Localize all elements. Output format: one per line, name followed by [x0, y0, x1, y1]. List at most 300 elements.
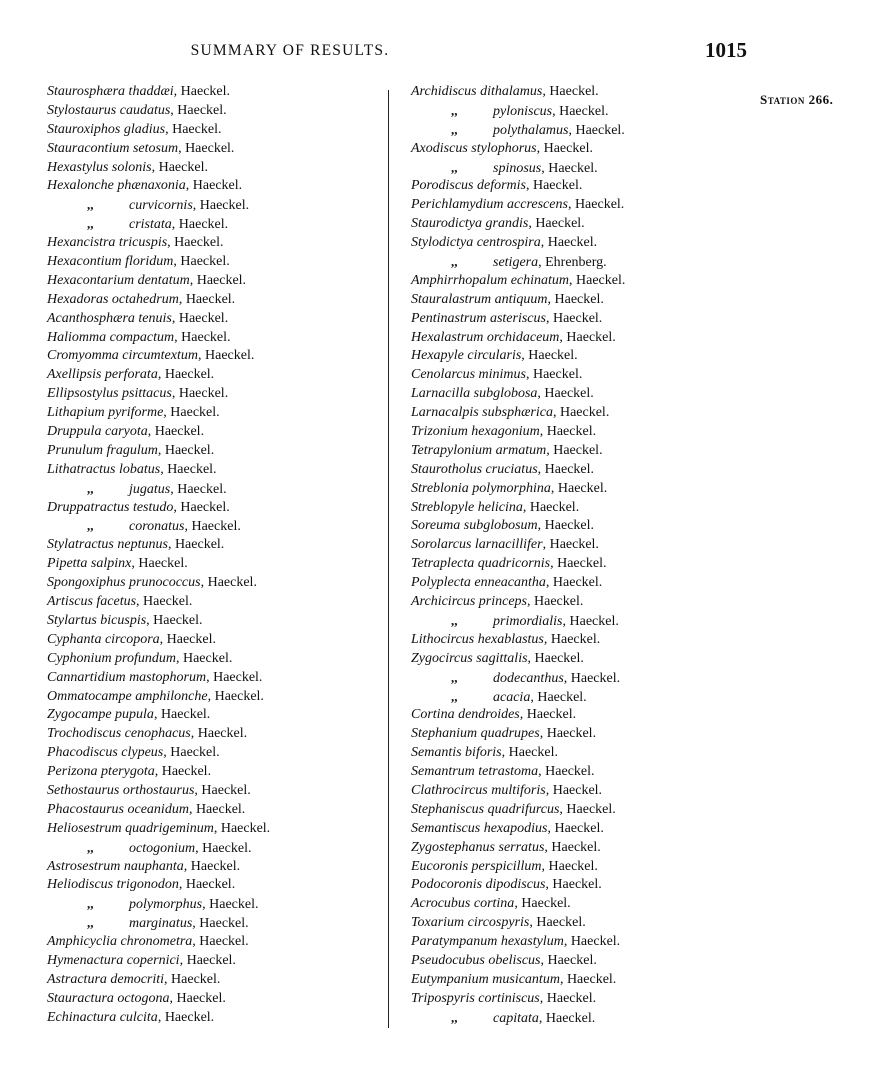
species-name: polythalamus [493, 122, 569, 138]
species-name: Cyphonium profundum [47, 650, 176, 666]
species-name: Staurosphæra thaddæi [47, 84, 174, 99]
species-author: , Haeckel. [541, 858, 598, 874]
species-author: , Haeckel. [536, 140, 593, 156]
species-entry [47, 83, 382, 102]
species-entry [47, 234, 382, 253]
species-author: , Haeckel. [552, 103, 609, 119]
species-name: dodecanthus [493, 670, 564, 686]
species-name: Phacostaurus oceanidum [47, 801, 189, 817]
species-name: Semantis biforis [411, 745, 502, 761]
species-entry [47, 347, 382, 366]
species-name: polymorphus [129, 897, 203, 913]
species-entry [411, 858, 741, 877]
species-name: Lithapium pyriforme [47, 405, 164, 421]
species-entry [411, 933, 741, 952]
species-name: pyloniscus [493, 103, 553, 119]
species-author: , Haeckel. [543, 631, 601, 647]
ditto-mark: ,, [451, 102, 458, 118]
species-entry [47, 876, 382, 895]
species-author: , Haeckel. [547, 291, 604, 307]
species-name: Perichlamydium accrescens [411, 197, 568, 213]
species-author: , Haeckel. [185, 178, 243, 194]
species-entry [411, 234, 741, 253]
species-author: , Haeckel. [539, 726, 597, 742]
species-entry [47, 688, 382, 707]
species-entry [47, 763, 382, 782]
species-author: , Haeckel. [136, 594, 193, 610]
species-entry [47, 499, 382, 518]
species-entry [47, 480, 382, 499]
species-entry [411, 310, 741, 329]
species-name: Druppatractus testudo [47, 499, 174, 515]
species-author: , Haeckel. [550, 556, 607, 572]
species-author: , Haeckel. [175, 650, 233, 666]
species-author: , Haeckel. [545, 310, 603, 326]
species-entry [411, 1009, 741, 1028]
species-author: , Haeckel. [542, 84, 599, 99]
column-divider [388, 90, 389, 1028]
species-author: , Haeckel. [537, 461, 595, 477]
species-entry [47, 895, 382, 914]
species-author: , Haeckel. [178, 291, 236, 307]
species-author: , Haeckel. [567, 197, 625, 213]
species-name: Staurodictya grandis [411, 216, 529, 232]
species-author: , Haeckel. [178, 140, 235, 156]
species-author: , Haeckel. [198, 348, 255, 364]
species-entry [411, 706, 741, 725]
species-author: , Haeckel. [545, 782, 603, 798]
species-name: Clathrocircus multiforis [411, 782, 546, 798]
species-name: Ommatocampe amphilonche [47, 688, 208, 704]
species-name: Phacodiscus clypeus [47, 745, 164, 761]
species-name: Cromyomma circumtextum [47, 348, 198, 364]
species-entry [47, 140, 382, 159]
species-author: , Haeckel. [213, 820, 271, 836]
species-author: , Haeckel. [521, 348, 578, 364]
species-name: Soreuma subglobosum [411, 518, 538, 534]
species-entry [47, 555, 382, 574]
species-author: , Haeckel. [167, 235, 224, 251]
species-name: Stauracontium setosum [47, 140, 179, 156]
species-entry [411, 404, 741, 423]
species-author: , Haeckel. [527, 650, 584, 666]
species-author: , Haeckel. [184, 519, 241, 535]
ditto-mark: ,, [451, 1009, 458, 1025]
species-entry [47, 423, 382, 442]
species-name: Stylatractus neptunus [47, 537, 168, 553]
species-author: , Haeckel. [131, 556, 188, 572]
species-entry [411, 820, 741, 839]
species-name: Archidiscus dithalamus [411, 84, 543, 99]
species-entry [411, 895, 741, 914]
species-author: , Haeckel. [188, 801, 246, 817]
species-entry [47, 669, 382, 688]
species-entry [47, 461, 382, 480]
species-name: Hexapyle circularis [411, 348, 522, 364]
species-author: , Haeckel. [147, 424, 205, 440]
species-author: , Haeckel. [559, 329, 616, 345]
species-author: , Haeckel. [192, 198, 250, 214]
species-author: , Haeckel. [538, 1010, 596, 1026]
species-entry [47, 858, 382, 877]
species-entry [47, 159, 382, 178]
species-name: Stauroxiphos gladius [47, 121, 166, 137]
species-name: Zygocircus sagittalis [411, 650, 528, 666]
ditto-mark: ,, [451, 121, 458, 137]
species-name: curvicornis [129, 198, 193, 214]
ditto-mark: ,, [451, 669, 458, 685]
species-name: Trochodiscus cenophacus [47, 726, 191, 742]
species-name: Cortina dendroides [411, 707, 520, 723]
species-entry [47, 196, 382, 215]
species-author: , Haeckel. [171, 310, 229, 326]
species-name: Porodiscus deformis [411, 178, 526, 194]
species-author: , Haeckel. [530, 689, 587, 705]
ditto-mark: ,, [87, 480, 94, 496]
species-name: Hexancistra tricuspis [47, 235, 168, 251]
species-author: , Haeckel. [514, 896, 571, 912]
species-entry [47, 820, 382, 839]
species-entry [411, 725, 741, 744]
species-name: Hexalonche phænaxonia [47, 178, 186, 194]
species-author: , Haeckel. [540, 235, 598, 251]
species-author: , Haeckel. [163, 745, 220, 761]
species-name: Pipetta salpinx [47, 556, 132, 572]
species-entry [411, 177, 741, 196]
species-name: Pentinastrum asteriscus [411, 310, 546, 326]
species-entry [411, 914, 741, 933]
species-author: , Haeckel. [160, 461, 217, 477]
species-entry [47, 612, 382, 631]
species-name: Cenolarcus minimus [411, 367, 526, 383]
species-entry [411, 121, 741, 140]
species-entry [47, 631, 382, 650]
species-author: , Haeckel. [183, 858, 241, 874]
species-author: , Haeckel. [173, 499, 230, 515]
ditto-mark: ,, [87, 839, 94, 855]
ditto-mark: ,, [87, 197, 94, 213]
species-author: , Haeckel. [202, 897, 259, 913]
species-entry [411, 744, 741, 763]
species-entry [411, 876, 741, 895]
page-number: 1015 [705, 38, 747, 62]
species-name: Hexalastrum orchidaceum [411, 329, 560, 345]
species-author: , Haeckel. [527, 594, 584, 610]
species-author: , Haeckel. [540, 952, 597, 968]
species-author: , Haeckel. [559, 971, 617, 987]
species-author: , Haeckel. [547, 820, 604, 836]
species-author: , Haeckel. [169, 990, 226, 1006]
species-entry [411, 593, 741, 612]
species-entry [47, 253, 382, 272]
species-name: Tetrapylonium armatum [411, 442, 547, 458]
species-author: , Haeckel. [538, 764, 595, 780]
species-name: Zygocampe pupula [47, 707, 154, 723]
species-name: Lithocircus hexablastus [411, 631, 544, 647]
species-author: , Haeckel. [545, 575, 603, 591]
species-name: Stylodictya centrospira [411, 235, 541, 251]
species-author: , Haeckel. [157, 1009, 215, 1025]
ditto-mark: ,, [87, 896, 94, 912]
species-entry [47, 782, 382, 801]
species-author: , Haeckel. [544, 839, 601, 855]
species-name: Stylartus bicuspis [47, 612, 147, 628]
species-name: capitata [493, 1010, 539, 1026]
species-entry [411, 366, 741, 385]
species-name: Prunulum fragulum [47, 442, 158, 458]
species-author: , Haeckel. [563, 670, 621, 686]
species-entry [411, 102, 741, 121]
species-name: spinosus [493, 160, 542, 176]
species-entry [411, 253, 741, 272]
species-entry [411, 329, 741, 348]
species-entry [411, 669, 741, 688]
species-entry [47, 310, 382, 329]
species-name: Tetraplecta quadricornis [411, 556, 551, 572]
species-entry [411, 971, 741, 990]
ditto-mark: ,, [87, 518, 94, 534]
species-author: , Haeckel. [569, 272, 626, 288]
species-name: Lithatractus lobatus [47, 461, 161, 477]
species-entry [411, 650, 741, 669]
ditto-mark: ,, [87, 216, 94, 232]
species-entry [47, 839, 382, 858]
species-name: Eucoronis perspicillum [411, 858, 542, 874]
species-name: Amphirrhopalum echinatum [411, 272, 570, 288]
species-name: primordialis [493, 613, 563, 629]
species-author: , Haeckel. [200, 575, 257, 591]
species-author: , Haeckel. [192, 934, 249, 950]
species-author: , Haeckel. [519, 707, 577, 723]
species-author: , Haeckel. [173, 84, 231, 99]
species-name: Hymenactura copernici [47, 952, 180, 968]
species-entry [47, 215, 382, 234]
species-author: , Haeckel. [559, 801, 616, 817]
species-author: , Haeckel. [550, 480, 608, 496]
species-name: Ellipsostylus psittacus [47, 386, 172, 402]
species-author: , Haeckel. [541, 160, 598, 176]
species-name: Stephanium quadrupes [411, 726, 540, 742]
species-name: Semantiscus hexapodius [411, 820, 548, 836]
page-title: SUMMARY OF RESULTS. [190, 42, 390, 59]
species-name: acacia [493, 689, 531, 705]
species-name: octogonium [129, 840, 196, 856]
species-name: Cyphanta circopora [47, 631, 160, 647]
species-name: Cannartidium mastophorum [47, 669, 207, 685]
species-author: , Haeckel. [562, 613, 619, 629]
species-name: Sethostaurus orthostaurus [47, 782, 195, 798]
species-entry [47, 329, 382, 348]
species-name: Axodiscus stylophorus [411, 140, 537, 156]
right-species-column [411, 83, 741, 1028]
species-author: , Haeckel. [174, 329, 231, 345]
species-name: Streblopyle helicina [411, 499, 523, 515]
species-entry [411, 517, 741, 536]
species-name: Toxarium circospyris [411, 915, 530, 931]
species-author: , Haeckel. [151, 159, 208, 175]
species-name: Astractura democriti [47, 971, 165, 987]
species-entry [47, 385, 382, 404]
species-name: Podocoronis dipodiscus [411, 877, 546, 893]
species-entry [411, 291, 741, 310]
species-entry [411, 763, 741, 782]
species-entry [411, 839, 741, 858]
species-name: Sorolarcus larnacillifer [411, 537, 543, 553]
species-author: , Haeckel. [189, 272, 247, 288]
species-author: , Haeckel. [159, 631, 216, 647]
species-entry [47, 650, 382, 669]
species-author: , Haeckel. [542, 537, 599, 553]
species-entry [47, 536, 382, 555]
species-name: Tripospyris cortiniscus [411, 990, 540, 1006]
species-author: , Haeckel. [163, 405, 220, 421]
species-author: , Haeckel. [525, 178, 583, 194]
ditto-mark: ,, [451, 612, 458, 628]
species-entry [411, 461, 741, 480]
species-author: , Haeckel. [178, 877, 236, 893]
species-entry [47, 517, 382, 536]
species-name: Acanthosphæra tenuis [47, 310, 172, 326]
species-entry [47, 933, 382, 952]
species-entry [47, 574, 382, 593]
species-entry [411, 442, 741, 461]
species-name: coronatus [129, 519, 185, 535]
species-name: Polyplecta enneacantha [411, 575, 546, 591]
species-author: , Haeckel. [195, 840, 252, 856]
species-author: , Haeckel. [537, 386, 594, 402]
species-entry [47, 1009, 382, 1028]
species-entry [411, 215, 741, 234]
ditto-mark: ,, [451, 688, 458, 704]
species-name: Haliomma compactum [47, 329, 175, 345]
species-entry [411, 347, 741, 366]
species-entry [47, 914, 382, 933]
species-name: Streblonia polymorphina [411, 480, 551, 496]
species-name: Stephaniscus quadrifurcus [411, 801, 560, 817]
species-author: , Haeckel. [529, 915, 586, 931]
species-author: , Haeckel. [545, 877, 602, 893]
species-name: Stauractura octogona [47, 990, 170, 1006]
species-entry [411, 385, 741, 404]
species-author: , Haeckel. [190, 726, 248, 742]
species-name: Larnacilla subglobosa [411, 386, 538, 402]
species-entry [411, 801, 741, 820]
species-name: marginatus [129, 916, 193, 932]
species-entry [47, 121, 382, 140]
species-name: Stylostaurus caudatus [47, 102, 171, 118]
species-name: Pseudocubus obeliscus [411, 952, 541, 968]
species-author: , Haeckel. [171, 386, 229, 402]
species-author: , Haeckel. [153, 707, 211, 723]
species-entry [47, 291, 382, 310]
species-entry [411, 688, 741, 707]
species-entry [47, 366, 382, 385]
species-entry [411, 83, 741, 102]
species-author: , Haeckel. [552, 405, 610, 421]
species-name: Spongoxiphus prunococcus [47, 575, 201, 591]
species-name: setigera [493, 255, 539, 271]
species-entry [411, 782, 741, 801]
species-name: Acrocubus cortina [411, 896, 515, 912]
species-name: Hexastylus solonis [47, 159, 152, 175]
species-name: jugatus [129, 481, 171, 497]
species-author: , Haeckel. [563, 934, 621, 950]
species-name: Hexacontium floridum [47, 254, 174, 270]
species-author: , Haeckel. [179, 952, 236, 968]
species-name: Stauralastrum antiquum [411, 291, 548, 307]
species-name: Semantrum tetrastoma [411, 764, 539, 780]
species-name: Staurotholus cruciatus [411, 461, 538, 477]
species-entry [411, 990, 741, 1009]
species-author: , Haeckel. [539, 990, 597, 1006]
species-author: , Haeckel. [146, 612, 203, 628]
ditto-mark: ,, [87, 915, 94, 931]
species-entry [411, 159, 741, 178]
species-entry [47, 177, 382, 196]
species-author: , Haeckel. [525, 367, 583, 383]
species-entry [411, 480, 741, 499]
species-name: Artiscus facetus [47, 594, 137, 610]
species-name: cristata [129, 217, 172, 233]
species-entry [411, 272, 741, 291]
species-name: Zygostephanus serratus [411, 839, 545, 855]
species-entry [411, 423, 741, 442]
species-entry [47, 404, 382, 423]
species-entry [47, 593, 382, 612]
species-entry [47, 725, 382, 744]
station-label: Station 266. [760, 92, 834, 107]
species-author: , Haeckel. [207, 688, 264, 704]
species-author: , Haeckel. [157, 367, 215, 383]
species-author: , Haeckel. [165, 121, 222, 137]
species-name: Trizonium hexagonium [411, 424, 540, 440]
species-author: , Haeckel. [164, 971, 221, 987]
species-entry [47, 971, 382, 990]
species-author: , Haeckel. [546, 442, 603, 458]
species-entry [411, 952, 741, 971]
species-entry [47, 272, 382, 291]
species-name: Hexacontarium dentatum [47, 272, 190, 288]
species-name: Echinactura culcita [47, 1009, 158, 1025]
species-name: Druppula caryota [47, 424, 148, 440]
species-entry [47, 706, 382, 725]
species-author: , Haeckel. [157, 442, 215, 458]
species-name: Amphicyclia chronometra [47, 934, 193, 950]
species-name: Astrosestrum nauphanta [47, 858, 184, 874]
species-author: , Haeckel. [206, 669, 263, 685]
species-entry [47, 952, 382, 971]
species-entry [411, 612, 741, 631]
species-name: Hexadoras octahedrum [47, 291, 179, 307]
species-entry [47, 801, 382, 820]
species-entry [411, 631, 741, 650]
species-name: Larnacalpis subsphærica [411, 405, 553, 421]
species-name: Paratympanum hexastylum [411, 934, 564, 950]
species-entry [411, 555, 741, 574]
species-entry [47, 442, 382, 461]
species-name: Heliodiscus trigonodon [47, 877, 179, 893]
species-entry [411, 574, 741, 593]
left-species-column [47, 83, 382, 1028]
species-author: , Haeckel. [171, 217, 229, 233]
ditto-mark: ,, [451, 254, 458, 270]
species-author: , Haeckel. [167, 537, 225, 553]
species-entry [411, 140, 741, 159]
species-entry [47, 990, 382, 1009]
species-author: , Haeckel. [501, 745, 558, 761]
species-entry [411, 196, 741, 215]
species-author: , Haeckel. [522, 499, 580, 515]
